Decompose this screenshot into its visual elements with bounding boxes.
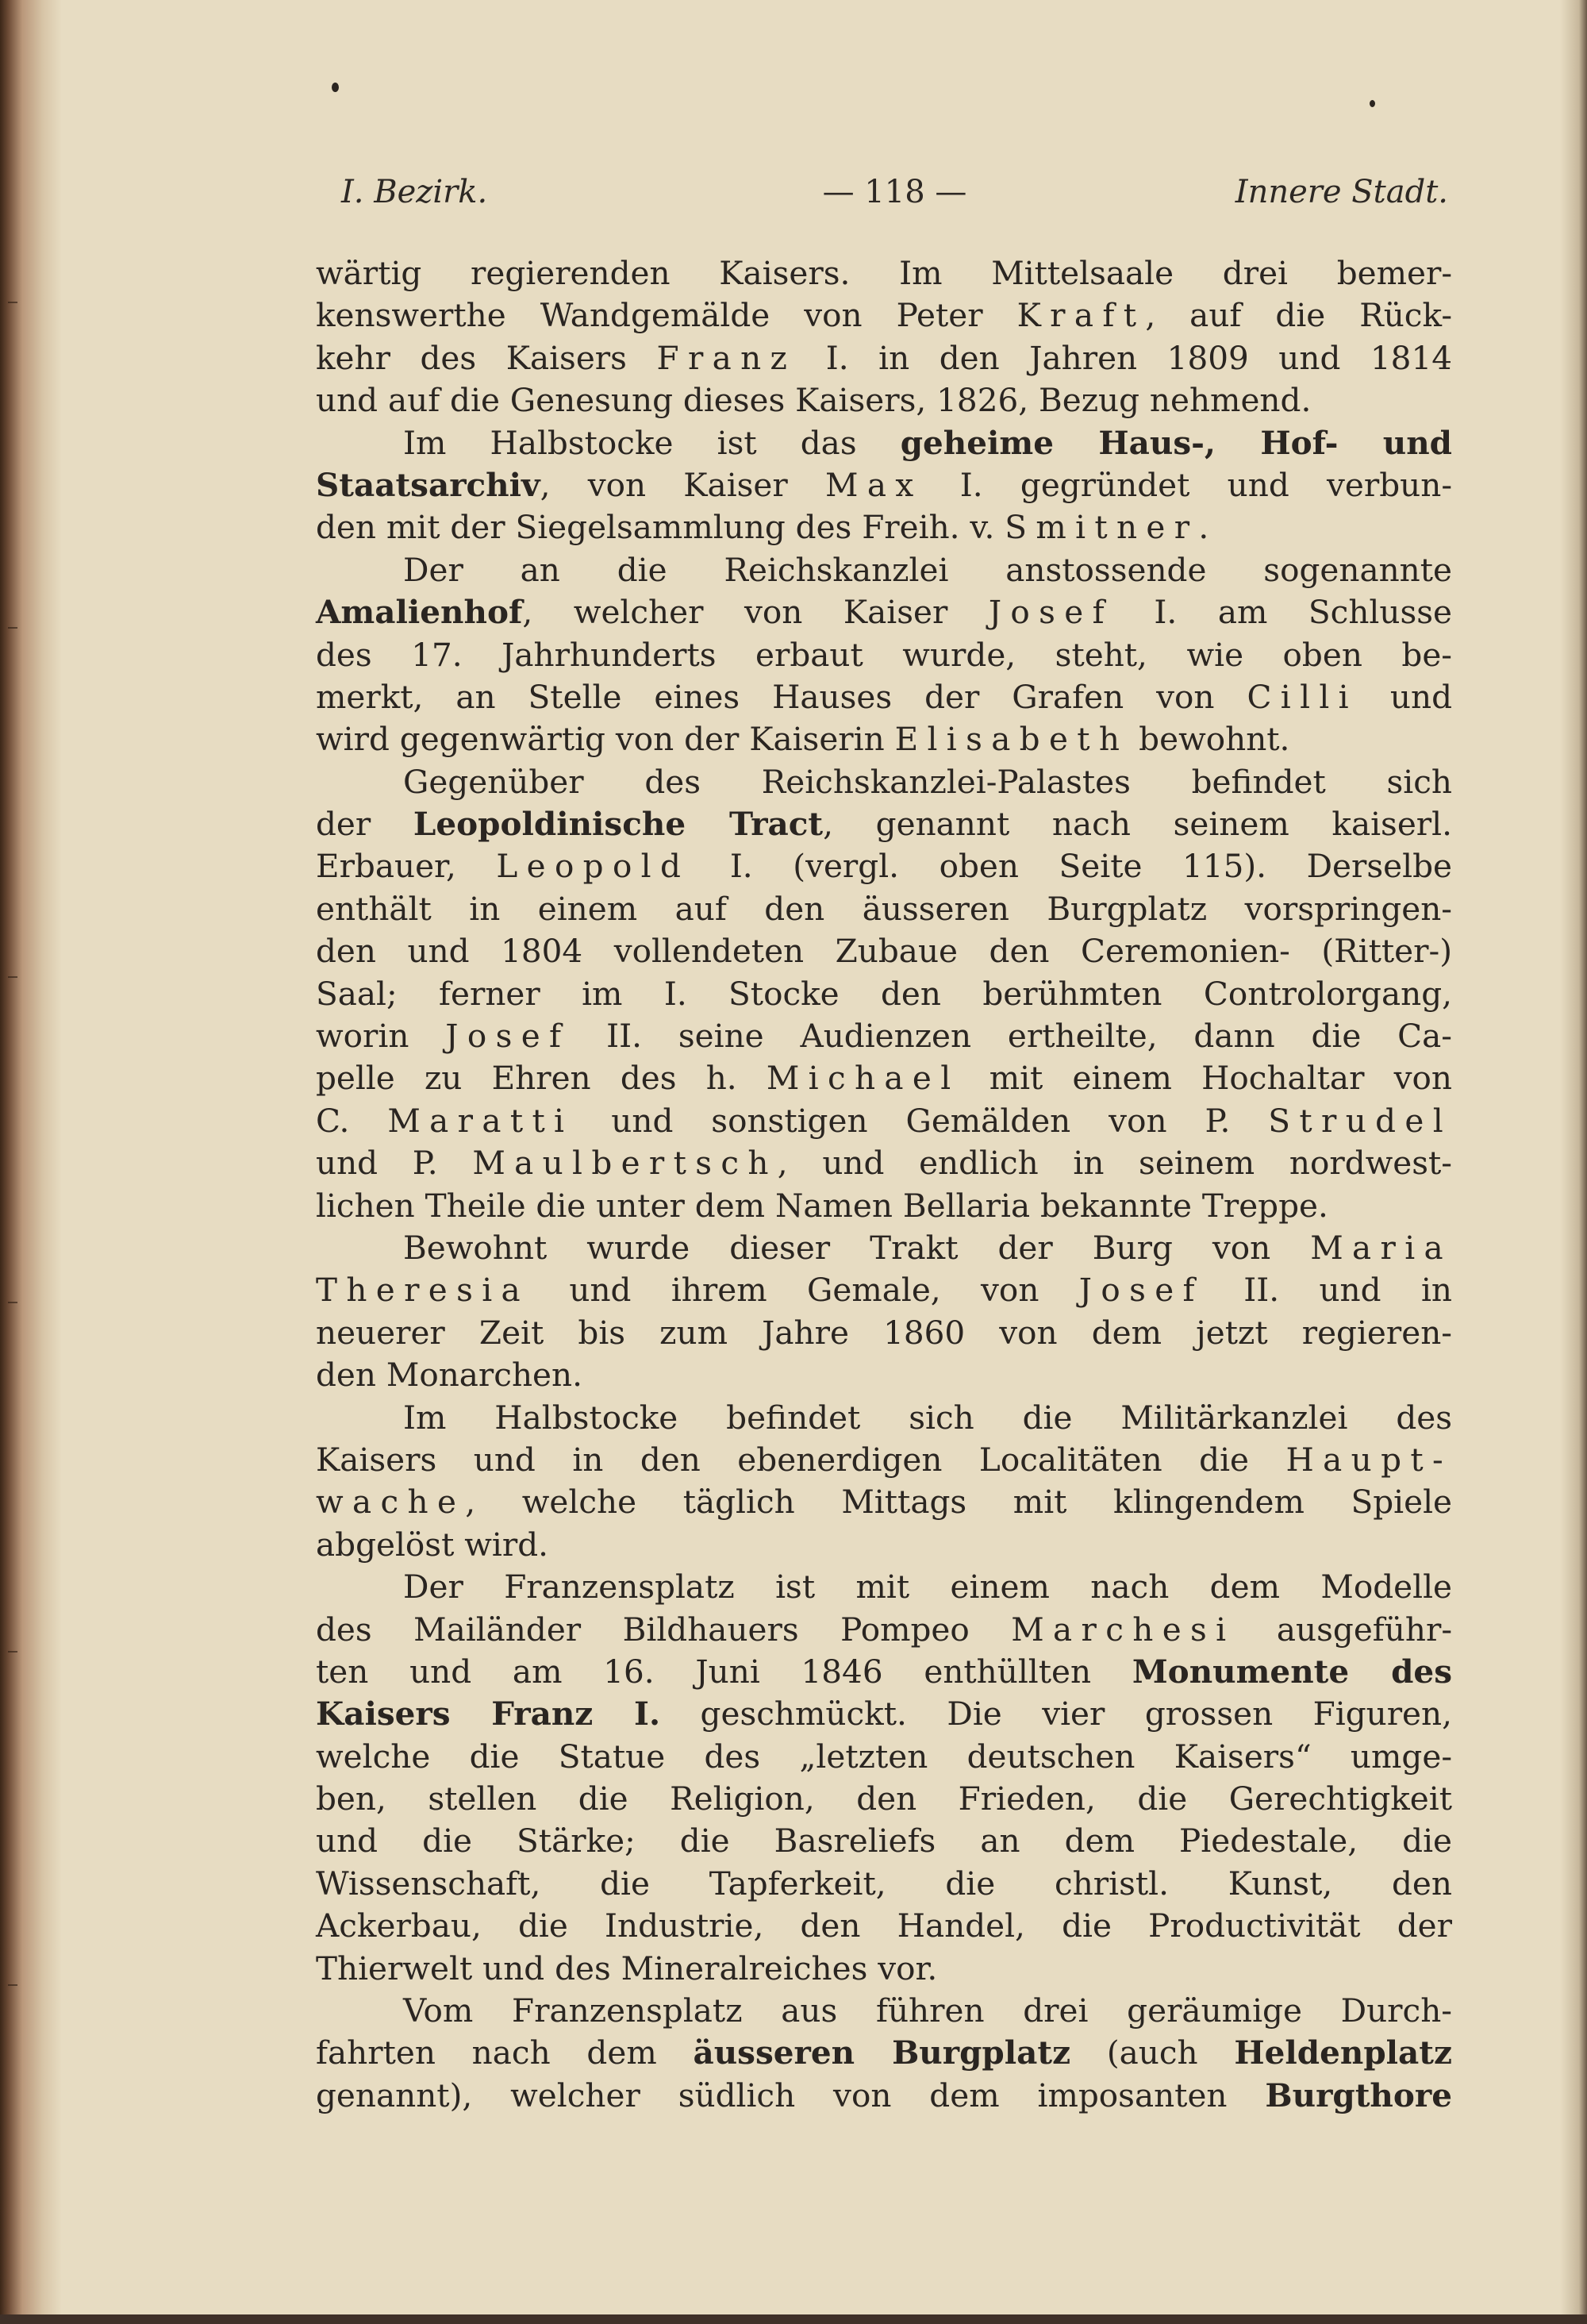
text-run: und sonstigen Gemälden von P. xyxy=(573,1101,1269,1140)
text-line xyxy=(316,1609,1452,1651)
spaced-name: Smitner xyxy=(1005,508,1199,547)
text-run: , und endlich in seinem nordwest- xyxy=(777,1144,1452,1183)
spaced-name: Michael xyxy=(766,1059,960,1098)
text-line xyxy=(316,676,1452,718)
text-line xyxy=(316,1269,1452,1311)
spaced-name: Max xyxy=(825,465,923,504)
text-run: und P. xyxy=(316,1144,473,1183)
bold-term: Heldenplatz xyxy=(1234,2034,1452,2072)
text-line xyxy=(316,1185,1452,1227)
text-line xyxy=(316,1651,1452,1693)
text-run: des Mailänder Bildhauers Pompeo xyxy=(316,1610,1012,1649)
text-line xyxy=(316,803,1452,845)
text-run: II. seine Audienzen ertheilte, dann die Ca- xyxy=(570,1017,1452,1056)
text-line xyxy=(316,1439,1452,1481)
text-run: Thierwelt und des Mineralreiches vor. xyxy=(316,1949,938,1987)
text-line xyxy=(316,1100,1452,1142)
binding-mark xyxy=(8,627,17,629)
text-run: Im Halbstocke befindet sich die Militärkanzlei des xyxy=(403,1398,1452,1437)
spaced-name: Maratti xyxy=(387,1101,574,1140)
text-line xyxy=(316,422,1452,464)
text-line xyxy=(316,634,1452,676)
bold-term: Burgthore xyxy=(1265,2076,1452,2114)
text-line xyxy=(316,1354,1452,1396)
spaced-name: Leopold xyxy=(496,847,690,886)
spaced-name: Cilli xyxy=(1247,677,1358,716)
text-run: und ihrem Gemale, von xyxy=(529,1271,1079,1310)
bold-term: Kaisers Franz I. xyxy=(316,1695,661,1733)
text-run: enthält in einem auf den äusseren Burgplatz vorspringen- xyxy=(316,889,1452,928)
text-run: ben, stellen die Religion, den Frieden, die Gerechtigkeit xyxy=(316,1780,1452,1818)
text-run: Vom Franzensplatz aus führen drei geräumige Durch- xyxy=(403,1991,1452,2030)
bold-term: Amalienhof xyxy=(316,593,523,632)
header-district: I. Bezirk. xyxy=(341,174,488,210)
text-run: . xyxy=(1198,508,1209,547)
text-run: wärtig regierenden Kaisers. Im Mittelsaale drei bemer- xyxy=(316,254,1452,292)
text-run: II. und in xyxy=(1203,1271,1452,1310)
spaced-name: Franz xyxy=(656,338,797,377)
text-run: I. gegründet und verbun- xyxy=(922,465,1453,504)
text-run: Ackerbau, die Industrie, den Handel, die Productivität der xyxy=(316,1907,1452,1945)
text-run: kenswerthe Wandgemälde von Peter xyxy=(316,296,1017,335)
spaced-name: wache xyxy=(316,1483,466,1522)
text-line xyxy=(316,1524,1452,1566)
spaced-name: Haupt- xyxy=(1285,1440,1452,1479)
binding-mark xyxy=(8,302,17,303)
text-run: abgelöst wird. xyxy=(316,1525,549,1564)
bold-term: äusseren Burgplatz xyxy=(693,2034,1071,2072)
text-run: geschmückt. Die vier grossen Figuren, xyxy=(660,1695,1452,1733)
binding-mark xyxy=(8,976,17,978)
text-line xyxy=(316,1948,1452,1990)
spaced-name: Marchesi xyxy=(1011,1610,1235,1649)
text-line xyxy=(316,1778,1452,1820)
text-run: des 17. Jahrhunderts erbaut wurde, steht, wie oben be- xyxy=(316,635,1452,674)
text-run: genannt), welcher südlich von dem imposanten xyxy=(316,2076,1266,2114)
text-run: den mit der Siegelsammlung des Freih. v. xyxy=(316,508,1005,547)
text-run: pelle zu Ehren des h. xyxy=(316,1059,767,1098)
text-run: welche die Statue des „letzten deutschen Kaisers“ umge- xyxy=(316,1737,1452,1776)
text-line xyxy=(316,337,1452,379)
text-run: , von Kaiser xyxy=(540,465,826,504)
text-run: ten und am 16. Juni 1846 enthüllten xyxy=(316,1652,1132,1691)
text-run: I. (vergl. oben Seite 115). Derselbe xyxy=(690,847,1452,886)
spaced-name: Kraft xyxy=(1016,296,1146,335)
text-run: den Monarchen. xyxy=(316,1356,582,1395)
text-run: den und 1804 vollendeten Zubaue den Ceremonien- (Ritter-) xyxy=(316,932,1452,971)
text-line xyxy=(316,1693,1452,1735)
spaced-name: Elisabeth xyxy=(894,720,1129,759)
ink-speck xyxy=(1370,100,1375,107)
text-run: neuerer Zeit bis zum Jahre 1860 von dem jetzt regieren- xyxy=(316,1313,1452,1352)
text-run: und auf die Genesung dieses Kaisers, 1826, Bezug nehmend. xyxy=(316,381,1312,420)
text-run: wird gegenwärtig von der Kaiserin xyxy=(316,720,895,759)
text-run: Im Halbstocke ist das xyxy=(403,423,901,462)
text-line xyxy=(316,845,1452,887)
text-line xyxy=(316,930,1452,972)
page-number: — 118 — xyxy=(822,174,967,210)
text-run: C. xyxy=(316,1101,388,1140)
text-line xyxy=(316,1312,1452,1354)
spaced-name: Josef xyxy=(445,1017,571,1056)
text-line xyxy=(316,464,1452,506)
text-line xyxy=(316,1397,1452,1439)
text-line xyxy=(316,252,1452,294)
spaced-name: Maulbertsch xyxy=(472,1144,778,1183)
text-run: fahrten nach dem xyxy=(316,2034,694,2072)
text-line xyxy=(316,2032,1452,2074)
text-line xyxy=(316,1227,1452,1269)
binding-edge xyxy=(0,0,62,2324)
text-run: Kaisers und in den ebenerdigen Localitäten die xyxy=(316,1440,1286,1479)
text-line xyxy=(316,1015,1452,1057)
text-line xyxy=(316,379,1452,421)
text-run: lichen Theile die unter dem Namen Bellaria bekannte Treppe. xyxy=(316,1186,1328,1225)
text-run: Wissenschaft, die Tapferkeit, die christl. Kunst, den xyxy=(316,1864,1452,1903)
text-run: Gegenüber des Reichskanzlei-Palastes befindet sich xyxy=(403,762,1452,801)
text-line xyxy=(316,2075,1452,2117)
text-run: I. in den Jahren 1809 und 1814 xyxy=(796,338,1452,377)
text-run: ausgeführ- xyxy=(1235,1610,1452,1649)
text-run: , genannt nach seinem kaiserl. xyxy=(823,805,1452,844)
text-run: (auch xyxy=(1070,2034,1235,2072)
binding-mark xyxy=(8,1984,17,1986)
body-text xyxy=(316,252,1452,2117)
text-run: und xyxy=(1357,677,1453,716)
text-line xyxy=(316,888,1452,930)
text-run: Bewohnt wurde dieser Trakt der Burg von xyxy=(403,1228,1311,1267)
bold-term: geheime Haus-, Hof- und xyxy=(900,423,1452,462)
text-line xyxy=(316,761,1452,803)
text-run: , welche täglich Mittags mit klingendem Spiele xyxy=(465,1483,1452,1522)
text-run: , auf die Rück- xyxy=(1145,296,1453,335)
text-line xyxy=(316,1057,1452,1099)
text-line xyxy=(316,506,1452,548)
text-line xyxy=(316,1566,1452,1608)
text-line xyxy=(316,1736,1452,1778)
spaced-name: Josef xyxy=(1078,1271,1204,1310)
ink-speck xyxy=(332,83,339,92)
page-edge-shadow xyxy=(1560,0,1587,2324)
text-line xyxy=(316,1142,1452,1184)
text-run: bewohnt. xyxy=(1128,720,1290,759)
text-line xyxy=(316,294,1452,337)
text-run: , welcher von Kaiser xyxy=(522,593,989,632)
text-run: Saal; ferner im I. Stocke den berühmten Controlorgang, xyxy=(316,974,1452,1013)
text-line xyxy=(316,591,1452,633)
text-run: der xyxy=(316,805,413,844)
text-run: Erbauer, xyxy=(316,847,497,886)
header-location: Innere Stadt. xyxy=(1235,174,1448,210)
text-line xyxy=(316,1905,1452,1947)
bold-term: Leopoldinische Tract xyxy=(413,805,824,844)
text-run: kehr des Kaisers xyxy=(316,338,657,377)
bold-term: Monumente des xyxy=(1132,1652,1452,1691)
spaced-name: Maria xyxy=(1310,1228,1452,1267)
spaced-name: Theresia xyxy=(316,1271,529,1310)
text-line xyxy=(316,1863,1452,1905)
spaced-name: Strudel xyxy=(1268,1101,1452,1140)
text-run: worin xyxy=(316,1017,446,1056)
spaced-name: Josef xyxy=(988,593,1113,632)
text-run: Der Franzensplatz ist mit einem nach dem Modelle xyxy=(403,1568,1452,1606)
running-head xyxy=(341,168,1448,216)
binding-mark xyxy=(8,1651,17,1653)
text-run: und die Stärke; die Basreliefs an dem Piedestale, die xyxy=(316,1822,1452,1860)
page-bottom-edge xyxy=(0,2314,1587,2324)
text-run: merkt, an Stelle eines Hauses der Grafen von xyxy=(316,677,1247,716)
text-line xyxy=(316,973,1452,1015)
text-run: I. am Schlusse xyxy=(1112,593,1452,632)
text-line xyxy=(316,718,1452,760)
text-line xyxy=(316,1481,1452,1523)
binding-mark xyxy=(8,1302,17,1303)
text-run: mit einem Hochaltar von xyxy=(959,1059,1452,1098)
bold-term: Staatsarchiv xyxy=(316,465,540,504)
text-line xyxy=(316,1990,1452,2032)
text-line xyxy=(316,549,1452,591)
text-line xyxy=(316,1820,1452,1862)
text-run: Der an die Reichskanzlei anstossende sogenannte xyxy=(403,550,1452,589)
